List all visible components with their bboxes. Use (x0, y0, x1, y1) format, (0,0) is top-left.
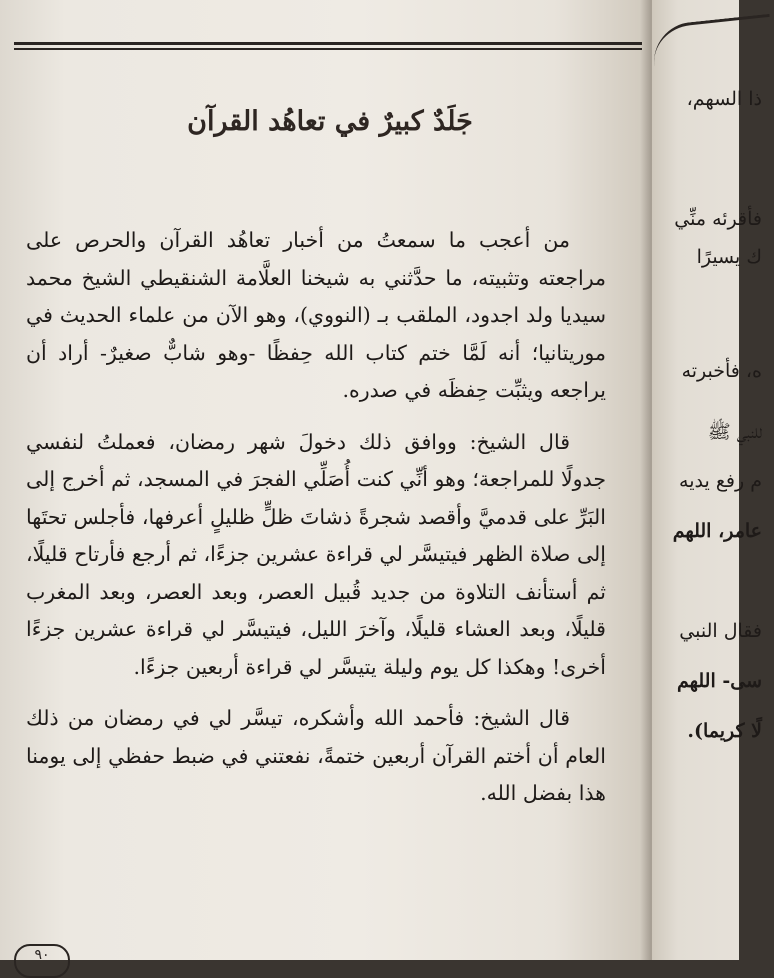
next-page-fragment: ك يسيرًا (696, 246, 762, 268)
next-page-fragment: سى- اللهم (676, 670, 762, 692)
page-number: ٩٠ (14, 944, 70, 978)
body-text (26, 222, 606, 827)
header-rule-thin (14, 48, 642, 50)
next-page-fragment: فقال النبي (679, 620, 762, 642)
next-page-fragment: م رفع يديه (679, 470, 762, 492)
next-page-fragment: لًا كريما). (687, 720, 762, 742)
right-page-partial (652, 0, 762, 960)
next-page-fragment: للنبي ﷺ (707, 421, 762, 443)
next-page-fragment: عامر، اللهم (672, 520, 762, 542)
next-page-fragment: ه، فأخبرته (681, 360, 762, 382)
next-page-header-rule (650, 14, 774, 69)
paragraph-1: من أعجب ما سمعتُ من أخبار تعاهُد القرآن والحرص على مراجعته وتثبيته، ما حدَّثني به شيخنا العلَّامة الشنقيطي الشيخ محمد سيديا ولد اجدود، الملقب بـ (النووي)، وهو الآن من علماء الحديث في موريتانيا؛ أنه لَمَّا ختم كتاب الله حِفظًا -وهو شابٌّ صغيرٌ- أراد أن يراجعه ويثبِّت حِفظَه في صدره. (26, 228, 606, 402)
header-rule (14, 42, 642, 45)
chapter-title: جَلَدٌ كبيرٌ في تعاهُد القرآن (187, 106, 473, 137)
next-page-fragment: ذا السهم، (686, 88, 762, 110)
paragraph-3: قال الشيخ: فأحمد الله وأشكره، تيسَّر لي في رمضان من ذلك العام أن أختم القرآن أربعين ختمةً، نفعتني في ضبط حفظي إلى يومنا هذا بفضل الله. (26, 706, 606, 805)
paragraph-2: قال الشيخ: ووافق ذلك دخولَ شهر رمضان، فعملتُ لنفسي جدولًا للمراجعة؛ وهو أنِّي كنت أُصَلِّي الفجرَ في المسجد، ثم أخرج إلى البَرِّ على قدميَّ وأقصد شجرةً ذشاتَ ظلٍّ ظليلٍ أعرفها، فأجلس تحتَها إلى صلاة الظهر فيتيسَّر لي قراءة عشرين جزءًا، ثم أرجع فأرتاح قليلًا، ثم أستأنف التلاوة من جديد قُبيل العصر، وبعد العصر، وبعد المغرب قليلًا، وبعد العشاء قليلًا، وآخرَ الليل، فيتيسَّر لي قراءة عشرين جزءًا أخرى! وهكذا كل يوم وليلة يتيسَّر لي قراءة أربعين جزءًا. (26, 429, 606, 679)
next-page-fragment: فأقرئه منِّي (674, 208, 762, 230)
